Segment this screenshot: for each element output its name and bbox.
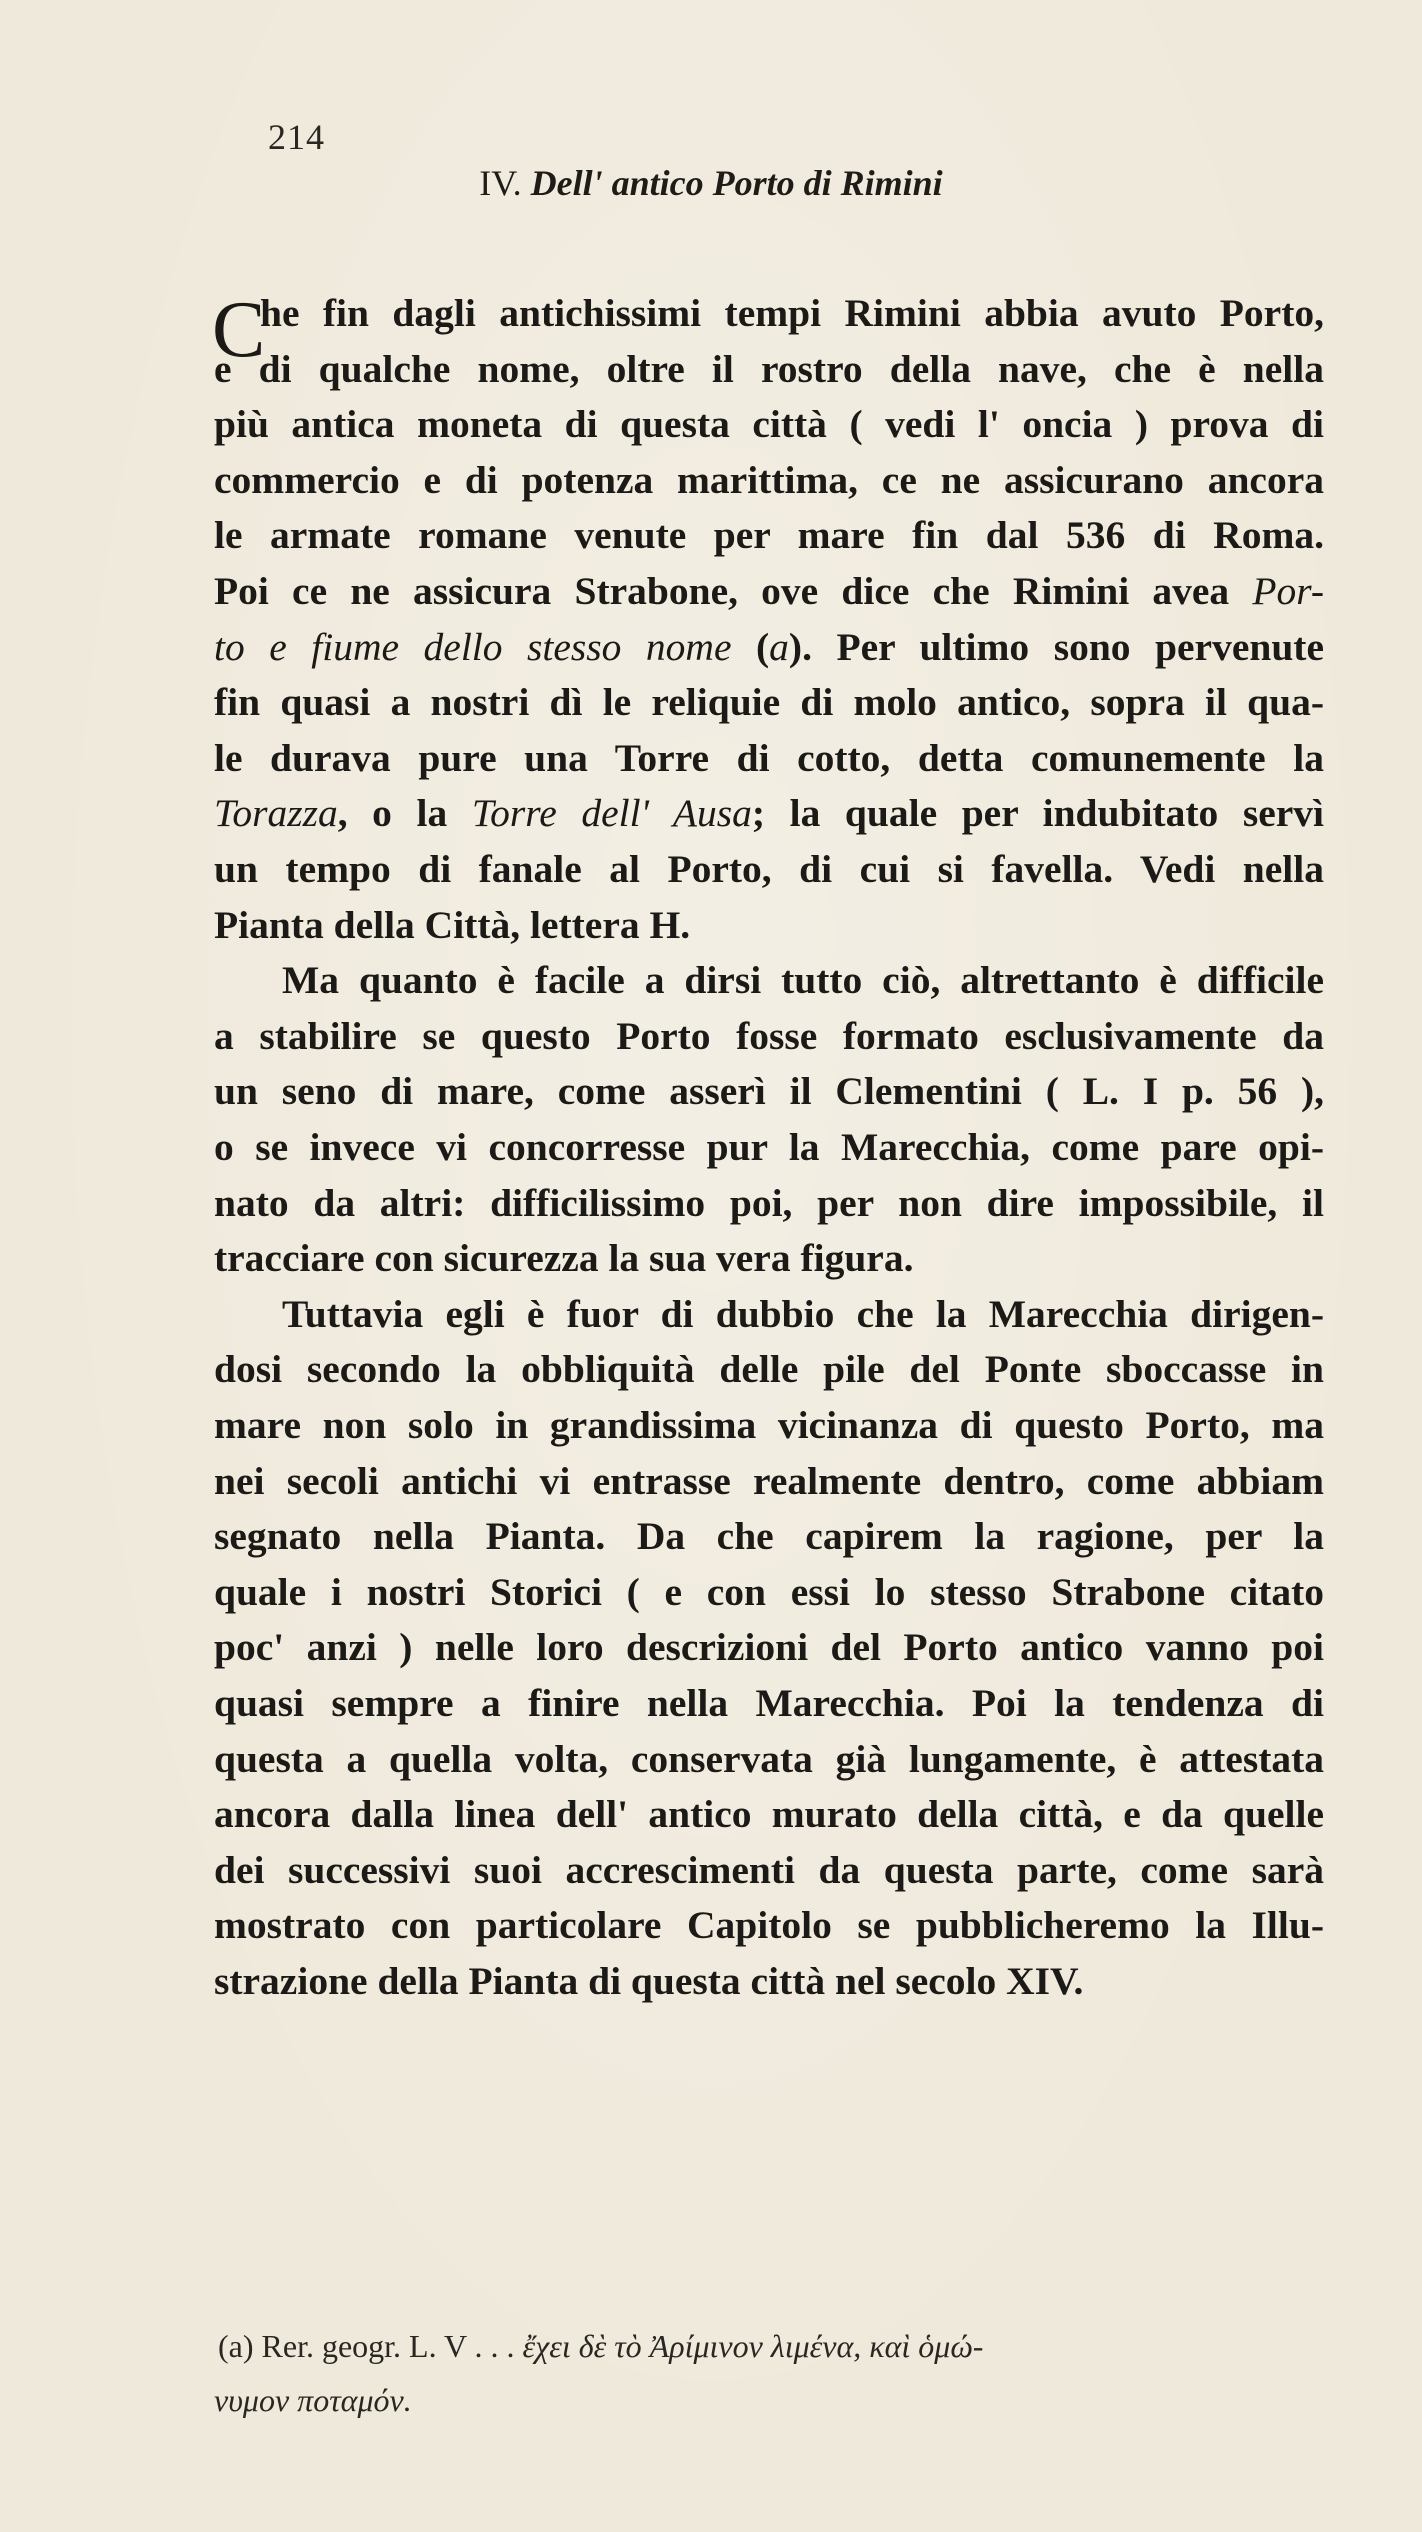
- text-run: fin quasi a nostri dì le reliquie di molo antico, sopra il qua-: [214, 680, 1324, 725]
- text-run: mare non solo in grandissima vicinanza di questo Porto, ma: [214, 1403, 1324, 1447]
- footnote-marker: (a): [218, 2328, 254, 2364]
- italic-text: a: [769, 624, 789, 669]
- text-line: [214, 1736, 1324, 1782]
- text-run: quale i nostri Storici ( e con essi lo stesso Strabone citato: [214, 1569, 1324, 1614]
- text-line: [214, 1458, 1324, 1504]
- text-run: e di qualche nome, oltre il rostro della nave, che è nella: [214, 346, 1324, 391]
- text-run: he fin dagli antichissimi tempi Rimini abbia avuto Porto,: [260, 291, 1324, 335]
- text-line: [214, 624, 1324, 670]
- text-run: strazione della Pianta di questa città nel secolo XIV.: [214, 1959, 1084, 2003]
- text-run: Pianta della Città, lettera H.: [214, 902, 691, 947]
- footnote-reference: Rer. geogr. L. V . . .: [253, 2328, 523, 2364]
- text-run: nato da altri: difficilissimo poi, per non dire impossibile, il: [214, 1180, 1324, 1225]
- italic-text: Torazza: [214, 791, 338, 836]
- text-line: [214, 568, 1324, 614]
- text-run: ancora dalla linea dell' antico murato della città, e da quelle: [214, 1792, 1324, 1837]
- text-line: [214, 1013, 1324, 1059]
- text-line: [214, 1902, 1324, 1948]
- text-run: più antica moneta di questa città ( vedi l' oncia ) prova di: [214, 402, 1324, 447]
- text-run: un tempo di fanale al Porto, di cui si favella. Vedi nella: [214, 847, 1324, 891]
- text-line: [214, 1569, 1324, 1615]
- text-run: questa a quella volta, conservata già lungamente, è attestata: [214, 1736, 1324, 1781]
- text-line: [214, 1402, 1324, 1448]
- text-line: [214, 1235, 913, 1281]
- text-line: [214, 790, 1324, 836]
- footnote-greek-1: ἔχει δὲ τὸ Ἀρίμινον λιμένα, καὶ ὁμώ-: [522, 2328, 984, 2364]
- text-run: Ma quanto è facile a dirsi tutto ciò, altrettanto è difficile: [282, 958, 1324, 1003]
- text-run: quasi sempre a finire nella Marecchia. Poi la tendenza di: [214, 1681, 1324, 1725]
- text-line: [214, 1346, 1324, 1392]
- text-line: [260, 290, 1324, 336]
- text-line: [214, 1847, 1324, 1893]
- footnote-line-1: [218, 2328, 983, 2365]
- text-line: [282, 957, 1324, 1003]
- text-run: nei secoli antichi vi entrasse realmente dentro, come abbiam: [214, 1458, 1324, 1503]
- text-line: [214, 346, 1324, 392]
- text-run: mostrato con particolare Capitolo se pubblicheremo la Illu-: [214, 1903, 1324, 1948]
- text-line: [214, 512, 1324, 558]
- footnote-line-2: [214, 2382, 412, 2419]
- page-number: 214: [268, 117, 325, 157]
- text-line: [214, 1513, 1324, 1559]
- footnote-greek-2: νυμον ποταμόν.: [214, 2382, 412, 2418]
- text-run: un seno di mare, come asserì il Clementini ( L. I p. 56 ),: [214, 1069, 1324, 1114]
- section-number: IV.: [479, 163, 522, 203]
- text-line: [214, 1680, 1324, 1726]
- text-line: [214, 679, 1324, 725]
- text-run: tracciare con sicurezza la sua vera figura.: [214, 1236, 914, 1281]
- italic-text: Torre dell' Ausa: [471, 791, 752, 836]
- text-line: [214, 1180, 1324, 1226]
- text-run: ). Per ultimo sono pervenute: [788, 624, 1324, 669]
- text-run: commercio e di potenza marittima, ce ne assicurano ancora: [214, 457, 1324, 502]
- text-run: Tuttavia egli è fuor di dubbio che la Marecchia dirigen-: [282, 1291, 1324, 1336]
- italic-text: Por-: [1252, 569, 1324, 613]
- text-line: [282, 1291, 1324, 1337]
- italic-text: to e fiume dello stesso nome: [214, 624, 732, 669]
- text-run: poc' anzi ) nelle loro descrizioni del Porto antico vanno poi: [214, 1625, 1324, 1670]
- text-run: Poi ce ne assicura Strabone, ove dice che Rimini avea: [214, 569, 1253, 613]
- text-run: o se invece vi concorresse pur la Marecchia, come pare opi-: [214, 1125, 1324, 1169]
- text-line: [214, 401, 1324, 447]
- text-line: [214, 1958, 1083, 2004]
- text-run: le armate romane venute per mare fin dal 536 di Roma.: [214, 513, 1324, 558]
- text-run: segnato nella Pianta. Da che capirem la ragione, per la: [214, 1514, 1324, 1559]
- text-line: [214, 457, 1324, 503]
- text-line: [214, 846, 1324, 892]
- text-run: le durava pure una Torre di cotto, detta comunemente la: [214, 735, 1324, 780]
- text-run: , o la: [337, 791, 472, 836]
- drop-cap: C: [212, 286, 266, 374]
- text-line: [214, 1124, 1324, 1170]
- text-run: dei successivi suoi accrescimenti da questa parte, come sarà: [214, 1847, 1324, 1892]
- text-line: [214, 1624, 1324, 1670]
- text-run: (: [731, 624, 770, 669]
- section-title: Dell' antico Porto di Rimini: [530, 163, 943, 203]
- text-line: [214, 1791, 1324, 1837]
- text-line: [214, 902, 690, 948]
- text-line: [214, 735, 1324, 781]
- text-run: ; la quale per indubitato servì: [751, 791, 1324, 836]
- text-run: a stabilire se questo Porto fosse formato esclusivamente da: [214, 1013, 1324, 1058]
- section-heading: [0, 162, 1422, 204]
- text-line: [214, 1068, 1324, 1114]
- text-run: dosi secondo la obbliquità delle pile del Ponte sboccasse in: [214, 1347, 1324, 1392]
